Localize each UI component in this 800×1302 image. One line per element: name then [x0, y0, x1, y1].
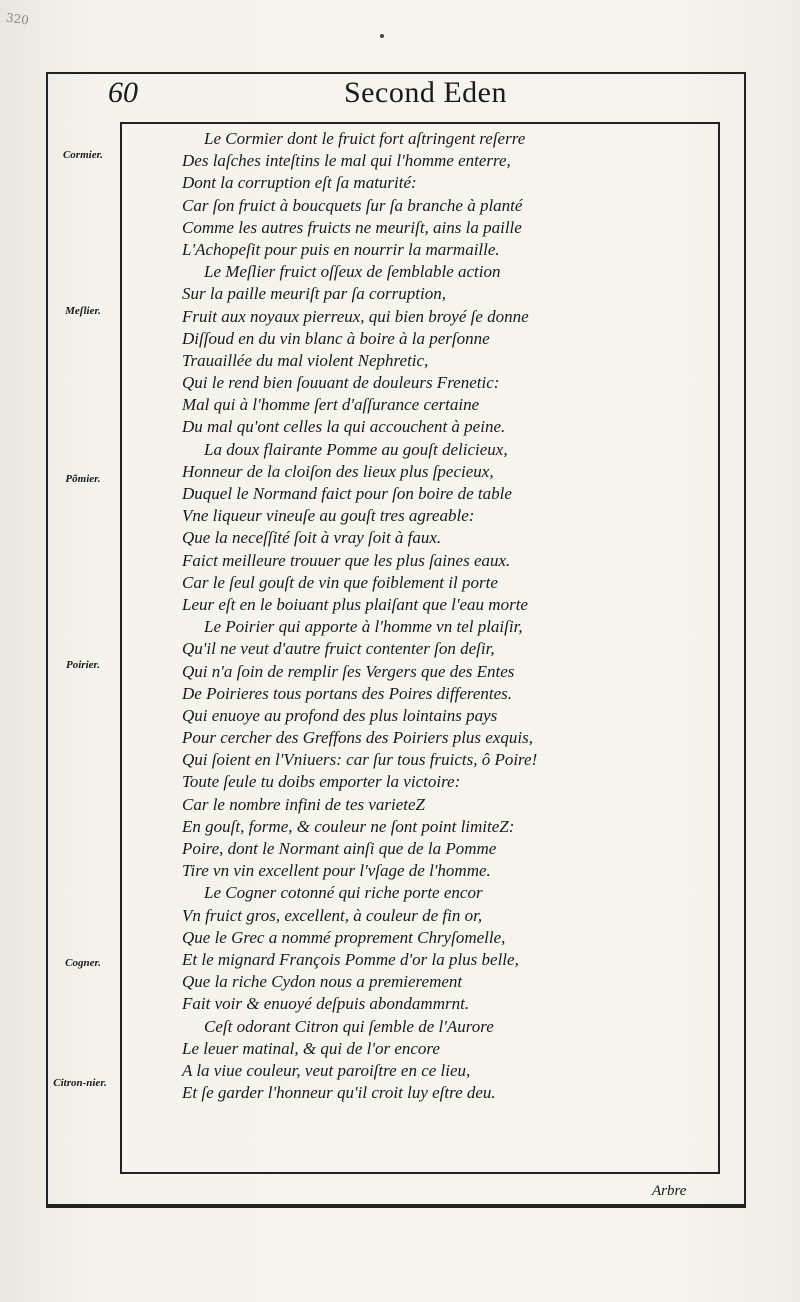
poem-line: Vne liqueur vineuſe au gouſt tres agreable:	[182, 506, 475, 526]
poem-line: En gouſt, forme, & couleur ne ſont point limiteZ:	[182, 816, 515, 836]
poem-line: Qui enuoye au profond des plus lointains pays	[182, 705, 498, 725]
poem-line: Et le mignard François Pomme d'or la plus belle,	[182, 949, 519, 969]
poem-line: Qui n'a ſoin de remplir ſes Vergers que des Entes	[182, 661, 515, 681]
poem-line: Toute ſeule tu doibs emporter la victoire:	[182, 772, 461, 792]
poem-line: Ceſt odorant Citron qui ſemble de l'Aurore	[204, 1016, 494, 1036]
margin-column-rule	[120, 122, 122, 1172]
poem-line: Leur eſt en le boiuant plus plaiſant que l'eau morte	[182, 594, 528, 614]
poem-line: Le leuer matinal, & qui de l'or encore	[182, 1038, 440, 1058]
poem-line: Car le nombre infini de tes varieteZ	[182, 794, 426, 814]
marginal-note-citronnier: Citron-nier.	[53, 1077, 107, 1089]
running-head: Second Eden	[344, 76, 507, 109]
poem-line: Car ſon fruict à boucquets ſur ſa branche à planté	[182, 195, 523, 215]
poem-line: Comme les autres fruicts ne meuriſt, ains la paille	[182, 217, 522, 237]
poem-line: Le Poirier qui apporte à l'homme vn tel plaiſir,	[204, 617, 523, 637]
poem-line: Et ſe garder l'honneur qu'il croit luy eſtre deu.	[182, 1083, 496, 1103]
poem-line: L'Achopeſit pour puis en nourrir la marmaille.	[182, 239, 500, 259]
footer-rule	[46, 1206, 746, 1208]
poem-line: Car le ſeul gouſt de vin que foiblement il porte	[182, 572, 498, 592]
poem-line: Du mal qu'ont celles la qui accouchent à peine.	[182, 417, 506, 437]
poem-line: Pour cercher des Greffons des Poiriers plus exquis,	[182, 728, 533, 748]
marginal-note-poirier: Poirier.	[66, 659, 100, 671]
poem-line: Duquel le Normand faict pour ſon boire de table	[182, 484, 512, 503]
poem-line: Vn fruict gros, excellent, à couleur de fin or,	[182, 905, 483, 925]
poem-line: Tire vn vin excellent pour l'vſage de l'homme.	[182, 861, 491, 881]
poem-line: Honneur de la cloiſon des lieux plus ſpecieux,	[182, 461, 494, 481]
ink-dot	[380, 34, 384, 38]
text-block-top-rule	[120, 122, 720, 124]
marginal-note-meslier: Meſlier.	[65, 305, 101, 317]
poem-line: Trauaillée du mal violent Nephretic,	[182, 350, 429, 370]
page-number: 60	[108, 76, 138, 109]
poem-line: Qui le rend bien ſouuant de douleurs Frenetic:	[182, 373, 500, 393]
poem-line: Mal qui à l'homme ſert d'aſſurance certaine	[182, 395, 480, 415]
corner-pencil-mark: 320	[5, 10, 30, 28]
marginal-note-cormier: Cormier.	[62, 149, 104, 161]
poem-line: A la viue couleur, veut paroiſtre en ce lieu,	[182, 1060, 471, 1080]
poem-line: Diſſoud en du vin blanc à boire à la perſonne	[182, 328, 490, 348]
poem-line: Que la neceſſité ſoit à vray ſoit à faux.	[182, 528, 442, 548]
poem-line: Que le Grec a nommé proprement Chryſomelle,	[182, 927, 506, 947]
poem-line: La doux flairante Pomme au gouſt delicieux,	[204, 439, 508, 459]
poem-line: Le Meſlier fruict oſſeux de ſemblable action	[204, 262, 501, 282]
poem-line: Le Cogner cotonné qui riche porte encor	[204, 883, 483, 903]
poem-line: Fait voir & enuoyé deſpuis abondammrnt.	[182, 994, 470, 1014]
poem-line: De Poirieres tous portans des Poires differentes.	[182, 683, 513, 703]
text-block-bottom-rule	[120, 1172, 720, 1174]
poem-line: Que la riche Cydon nous a premierement	[182, 972, 463, 992]
poem-line: Qu'il ne veut d'autre fruict contenter ſon deſir,	[182, 639, 495, 659]
poem-line: Des laſches inteſtins le mal qui l'homme enterre,	[182, 151, 511, 171]
poem-text	[182, 128, 702, 1104]
poem-line: Faict meilleure trouuer que les plus ſaines eaux.	[182, 550, 511, 570]
poem-line: Qui ſoient en l'Vniuers: car ſur tous fruicts, ô Poire!	[182, 750, 538, 770]
poem-line: Dont la corruption eſt ſa maturité:	[182, 173, 417, 193]
poem-line: Fruit aux noyaux pierreux, qui bien broyé ſe donne	[182, 306, 529, 326]
right-column-rule	[718, 122, 720, 1172]
marginal-note-pomier: Põmier.	[65, 473, 101, 485]
poem-line: Poire, dont le Normant ainſi que de la Pomme	[182, 839, 497, 858]
catchword: Arbre	[652, 1183, 687, 1199]
marginal-note-cogner: Cogner.	[65, 957, 101, 969]
poem-line: Sur la paille meuriſt par ſa corruption,	[182, 284, 446, 304]
poem-line: Le Cormier dont le fruict fort aſtringent reſerre	[204, 129, 526, 148]
